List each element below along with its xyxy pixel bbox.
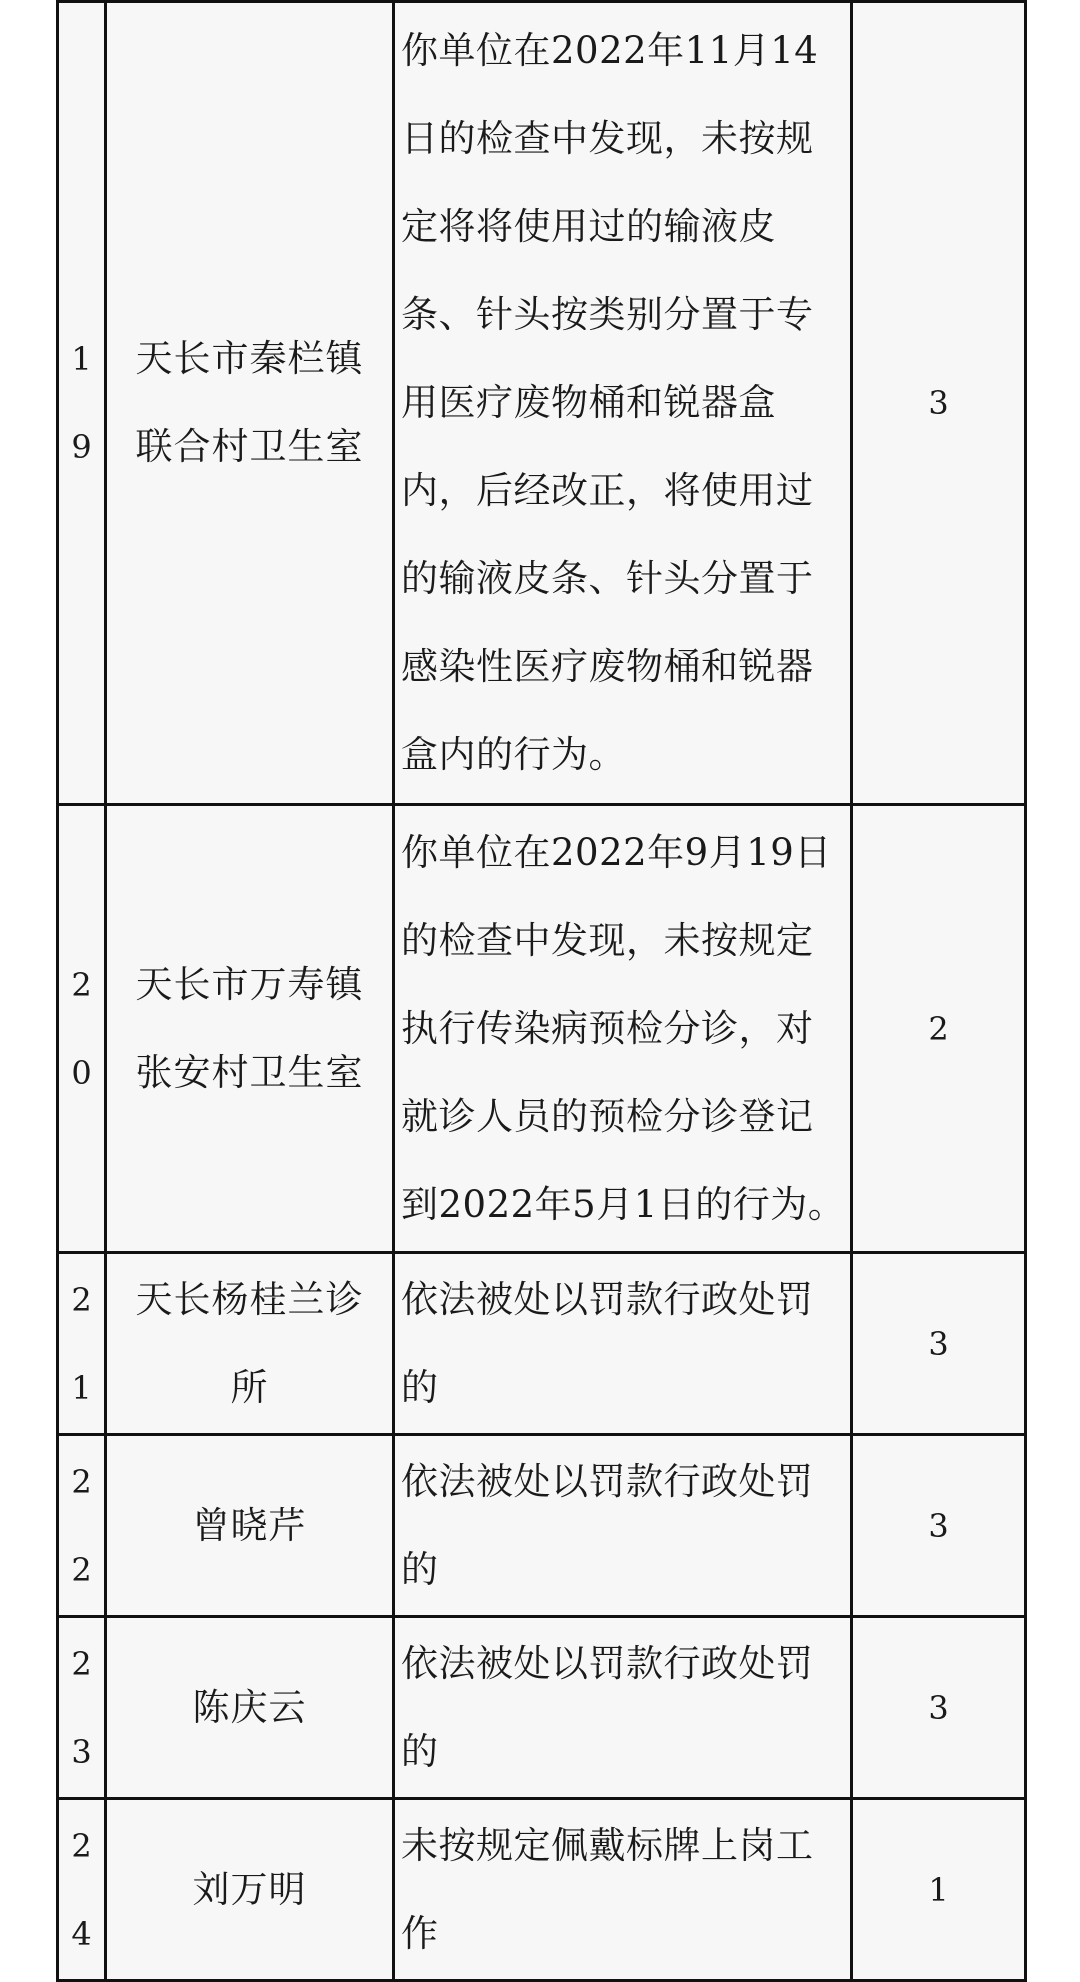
- row-number: 24: [58, 1799, 106, 1981]
- row-number: 20: [58, 805, 106, 1253]
- violation-description: 未按规定佩戴标牌上岗工作: [394, 1799, 852, 1981]
- violation-description: 依法被处以罚款行政处罚的: [394, 1617, 852, 1799]
- violation-description: 依法被处以罚款行政处罚的: [394, 1435, 852, 1617]
- entity-name: 天长市万寿镇张安村卫生室: [106, 805, 394, 1253]
- entity-name: 曾晓芹: [106, 1435, 394, 1617]
- row-number: 21: [58, 1253, 106, 1435]
- score-value: 3: [852, 2, 1026, 805]
- entity-name: 天长杨桂兰诊所: [106, 1253, 394, 1435]
- table-row: [58, 1799, 1026, 1981]
- table-row: [58, 1253, 1026, 1435]
- table-row: [58, 805, 1026, 1253]
- entity-name: 刘万明: [106, 1799, 394, 1981]
- score-value: 1: [852, 1799, 1026, 1981]
- table-row: [58, 1617, 1026, 1799]
- row-number: 19: [58, 2, 106, 805]
- violation-description: 依法被处以罚款行政处罚的: [394, 1253, 852, 1435]
- violation-description: 你单位在2022年9月19日的检查中发现，未按规定执行传染病预检分诊，对就诊人员的预检分诊登记到2022年5月1日的行为。: [394, 805, 852, 1253]
- score-value: 3: [852, 1253, 1026, 1435]
- entity-name: 陈庆云: [106, 1617, 394, 1799]
- table-row: [58, 2, 1026, 805]
- penalty-table: [56, 0, 1027, 1982]
- row-number: 22: [58, 1435, 106, 1617]
- row-number: 23: [58, 1617, 106, 1799]
- score-value: 3: [852, 1435, 1026, 1617]
- violation-description: 你单位在2022年11月14日的检查中发现，未按规定将将使用过的输液皮条、针头按类别分置于专用医疗废物桶和锐器盒内，后经改正，将使用过的输液皮条、针头分置于感染性医疗废物桶和锐器盒内的行为。: [394, 2, 852, 805]
- entity-name: 天长市秦栏镇联合村卫生室: [106, 2, 394, 805]
- score-value: 2: [852, 805, 1026, 1253]
- table-row: [58, 1435, 1026, 1617]
- score-value: 3: [852, 1617, 1026, 1799]
